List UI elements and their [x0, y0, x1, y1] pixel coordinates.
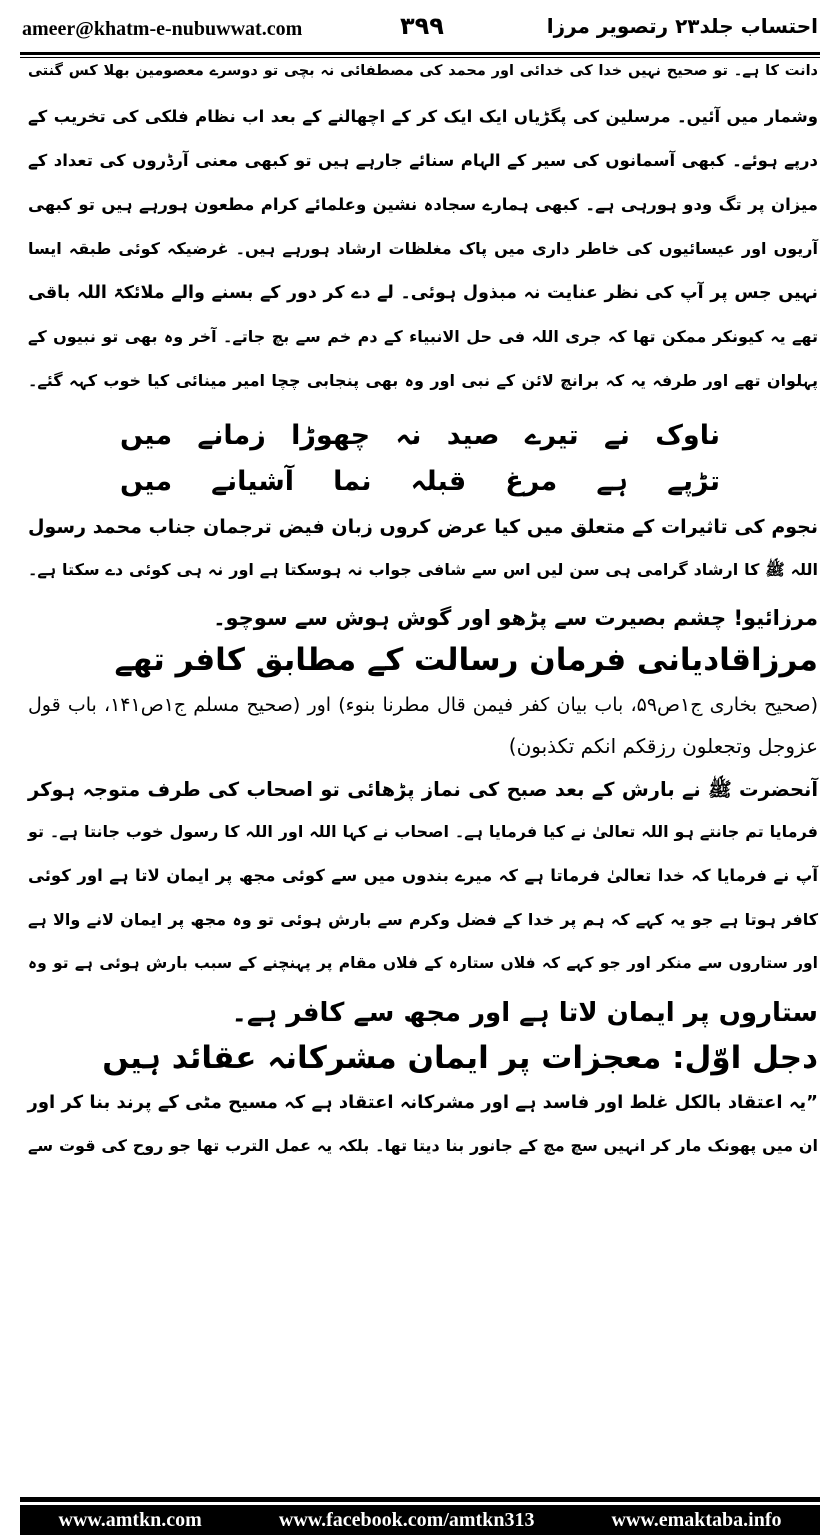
body-line: پہلوان تھے اور طرفہ یہ کہ برانچ لائن کے نبی اور وہ بھی پنجابی چچا امیر مینائی کیا خوب کہہ گئے۔ [28, 371, 818, 390]
body-line: دانت کا ہے۔ تو صحیح نہیں خدا کی خدائی اور محمد کی مصطفائی نہ بچی تو دوسرے معصومین بھلا کس گنتی [28, 63, 818, 79]
body-line: نہیں جس پر آپ کی نظر عنایت نہ مبذول ہوئی۔ لے دے کر دور کے بسنے والے ملائکۃ اللہ باقی [28, 283, 818, 303]
header-rule-thin [20, 57, 820, 58]
body-line: وشمار میں آئیں۔ مرسلین کی پگڑیاں ایک ایک کر کے اچھالنے کے بعد اب نظام فلکی کی تخریب کے [28, 107, 818, 126]
page-footer [20, 1505, 820, 1535]
footer-rule [20, 1497, 820, 1502]
body-line: ان میں پھونک مار کر انہیں سچ مچ کے جانور بنا دیتا تھا۔ بلکہ یہ عمل الترب تھا جو روح کی قوت سے [28, 1136, 818, 1155]
body-line: آریوں اور عیسائیوں کی خاطر داری میں پاک مغلظات ارشاد ہورہے ہیں۔ غرضیکہ کوئی طبقہ ایسا [28, 239, 818, 258]
citation-line: عزوجل وتجعلون رزقکم انکم تکذبون) [508, 734, 818, 758]
body-line: تھے یہ کیونکر ممکن تھا کہ جری اللہ فی حل الانبیاء کے دم خم سے بچ جاتے۔ آخر وہ بھی تو نبیوں کے [28, 327, 818, 346]
section-heading: مرزاقادیانی فرمان رسالت کے مطابق کافر تھے [114, 642, 818, 678]
body-line: کافر ہوتا ہے جو یہ کہے کہ ہم پر خدا کے فضل وکرم سے بارش ہوئی تو وہ مجھ پر ایمان لانے والا ہے [28, 910, 819, 929]
citation-line: (صحیح بخاری ج۱ص۵۹، باب بیان کفر فیمن قال مطرنا بنوء) اور (صحیح مسلم ج۱ص۱۴۱، باب قول [28, 694, 818, 716]
body-line: اور ستاروں سے منکر اور جو کہے کہ فلاں ستارہ کے فلاں مقام پر پہنچنے کے سبب بارش ہوئی ہے تو وہ [28, 954, 818, 972]
page-header [22, 12, 818, 48]
page-number: ۳۹۹ [400, 12, 444, 40]
footer-link-facebook[interactable]: www.facebook.com/amtkn313 [278, 1508, 535, 1531]
body-line: ستاروں پر ایمان لاتا ہے اور مجھ سے کافر ہے۔ [231, 998, 818, 1028]
body-line: ”یہ اعتقاد بالکل غلط اور فاسد ہے اور مشرکانہ اعتقاد ہے کہ مسیح مٹی کے پرند بنا کر اور [27, 1092, 818, 1113]
footer-link-amtkn[interactable]: www.amtkn.com [58, 1508, 202, 1531]
running-title: احتساب جلد۲۳ رتصویر مرزا [546, 14, 818, 38]
verse-line: ناوک نے تیرے صید نہ چھوڑا زمانے میں [120, 420, 720, 451]
footer-link-emaktaba[interactable]: www.emaktaba.info [611, 1508, 782, 1531]
body-line: آپ نے فرمایا کہ خدا تعالیٰ فرماتا ہے کہ میرے بندوں میں سے کوئی مجھ پر ایمان لاتا ہے اور کوئی [28, 866, 818, 885]
body-line: مرزائیو! چشم بصیرت سے پڑھو اور گوش ہوش سے سوچو۔ [213, 606, 818, 630]
header-rule [20, 52, 820, 55]
header-email: ameer@khatm-e-nubuwwat.com [22, 18, 303, 40]
body-line: فرمایا تم جانتے ہو اللہ تعالیٰ نے کیا فرمایا ہے۔ اصحاب نے کہا اللہ اور اللہ کا رسول خوب جانتا ہے۔ تو [28, 822, 818, 841]
body-line: درپے ہوئے۔ کبھی آسمانوں کی سیر کے الہام سنائے جارہے ہیں تو کبھی معنی آرڈروں کی تعداد کے [28, 151, 818, 170]
verse-line: تڑپے ہے مرغ قبلہ نما آشیانے میں [120, 466, 720, 497]
body-line: نجوم کی تاثیرات کے متعلق میں کیا عرض کروں زبان فیض ترجمان جناب محمد رسول [28, 516, 818, 538]
body-line: آنحضرت ﷺ نے بارش کے بعد صبح کی نماز پڑھائی تو اصحاب کی طرف متوجہ ہوکر [28, 778, 818, 801]
body-line: میزان پر تگ ودو ہورہی ہے۔ کبھی ہمارے سجادہ نشین وعلمائے کرام مطعون ہورہے ہیں تو کبھی [28, 195, 818, 214]
section-heading: دجل اوّل: معجزات پر ایمان مشرکانہ عقائد ہیں [102, 1040, 818, 1076]
body-line: اللہ ﷺ کا ارشاد گرامی ہی سن لیں اس سے شافی جواب نہ ہوسکتا ہے اور نہ ہی کوئی دے سکتا ہے۔ [28, 560, 818, 579]
